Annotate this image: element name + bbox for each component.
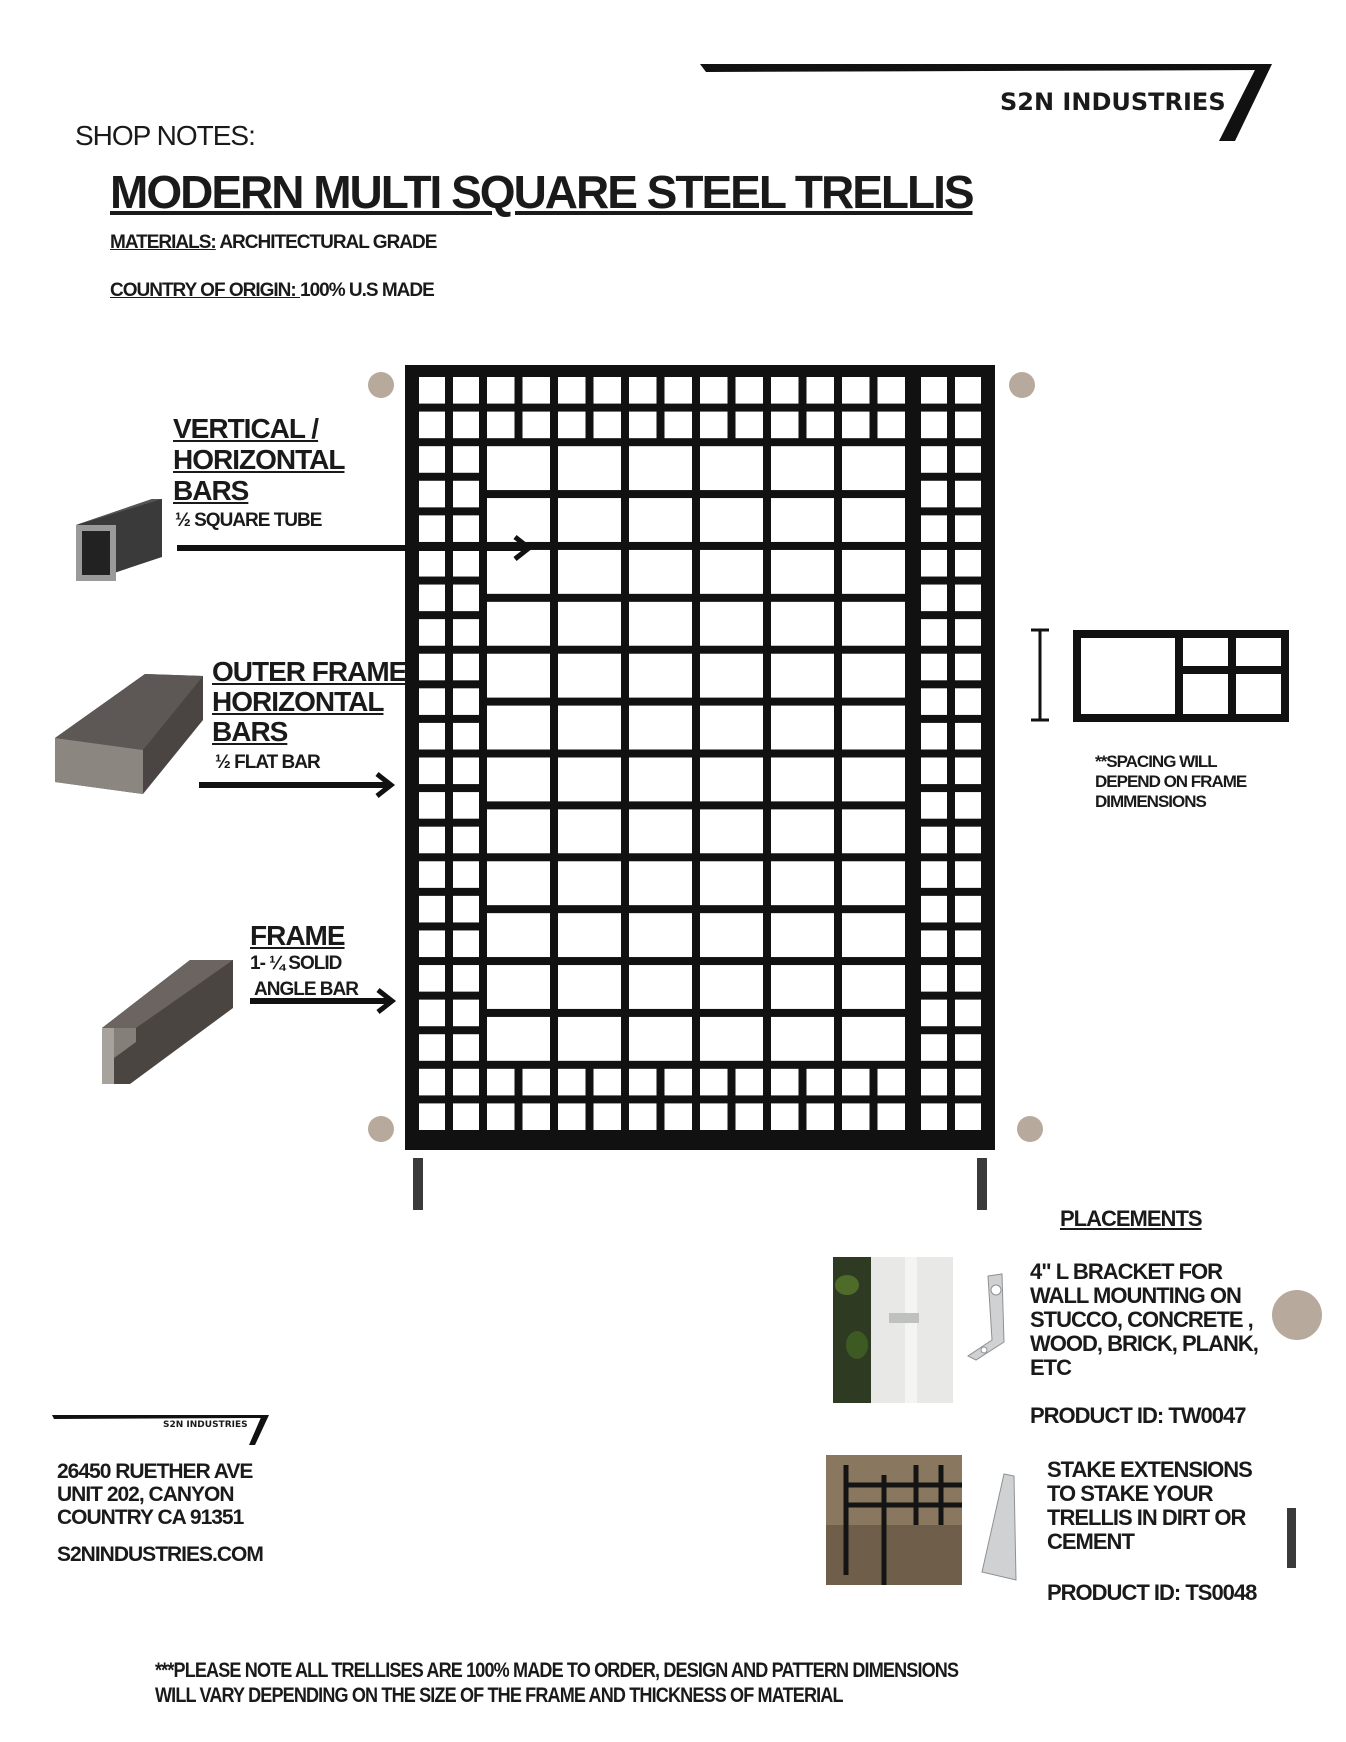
trellis-small-cell <box>878 1103 906 1130</box>
trellis-small-cell <box>487 412 515 439</box>
trellis-large-cell <box>842 758 905 802</box>
trellis-small-cell <box>523 412 551 439</box>
trellis-small-cell <box>453 585 479 612</box>
trellis-small-cell <box>523 1069 551 1096</box>
trellis-large-cell <box>842 446 905 490</box>
bracket-description: 4" L BRACKET FOR WALL MOUNTING ON STUCCO, CONCRETE , WOOD, BRICK, PLANK, ETC <box>1030 1259 1258 1380</box>
trellis-large-cell <box>629 913 692 957</box>
trellis-large-cell <box>771 861 834 905</box>
trellis-large-cell <box>842 809 905 853</box>
trellis-large-cell <box>771 706 834 750</box>
trellis-large-cell <box>487 758 550 802</box>
frame-title: FRAME <box>250 920 345 951</box>
trellis-small-cell <box>955 758 981 785</box>
trellis-large-cell <box>842 654 905 698</box>
trellis-large-cell <box>629 758 692 802</box>
trellis-large-cell <box>558 654 621 698</box>
trellis-drawing <box>320 340 1080 1220</box>
trellis-large-cell <box>487 809 550 853</box>
trellis-large-cell <box>558 602 621 646</box>
trellis-large-cell <box>842 861 905 905</box>
trellis-small-cell <box>629 377 657 404</box>
trellis-large-cell <box>771 913 834 957</box>
trellis-large-cell <box>487 965 550 1009</box>
stake-product-id: PRODUCT ID: TS0048 <box>1047 1580 1257 1605</box>
marker-bar <box>1287 1508 1296 1568</box>
trellis-small-cell <box>453 377 479 404</box>
materials-value: ARCHITECTURAL GRADE <box>215 232 437 253</box>
trellis-small-cell <box>665 1069 693 1096</box>
trellis-small-cell <box>665 377 693 404</box>
trellis-small-cell <box>453 654 479 681</box>
trellis-small-cell <box>453 481 479 508</box>
trellis-small-cell <box>921 1103 947 1130</box>
outer-frame-spec: ½ FLAT BAR <box>215 752 320 773</box>
trellis-small-cell <box>921 758 947 785</box>
trellis-small-cell <box>419 585 445 612</box>
trellis-small-cell <box>558 377 586 404</box>
stake-extension-icon <box>976 1472 1026 1582</box>
trellis-large-cell <box>487 1017 550 1061</box>
trellis-small-cell <box>453 1103 479 1130</box>
origin-label: COUNTRY OF ORIGIN: <box>110 280 300 301</box>
trellis-small-cell <box>419 654 445 681</box>
trellis-large-cell <box>629 446 692 490</box>
trellis-small-cell <box>921 481 947 508</box>
stake-description: STAKE EXTENSIONS TO STAKE YOUR TRELLIS IN DIRT OR CEMENT <box>1047 1457 1252 1554</box>
trellis-large-cell <box>629 965 692 1009</box>
trellis-small-cell <box>921 619 947 646</box>
trellis-small-cell <box>453 827 479 854</box>
trellis-small-cell <box>921 412 947 439</box>
trellis-large-cell <box>842 706 905 750</box>
trellis-small-cell <box>807 1103 835 1130</box>
trellis-large-cell <box>842 965 905 1009</box>
trellis-small-cell <box>771 1103 799 1130</box>
trellis-small-cell <box>419 758 445 785</box>
trellis-small-cell <box>955 965 981 992</box>
trellis-small-cell <box>736 1103 764 1130</box>
materials-label: MATERIALS: <box>110 232 216 253</box>
footer-logo-name: S2N INDUSTRIES <box>163 1420 248 1430</box>
trellis-small-cell <box>594 1103 622 1130</box>
trellis-large-cell <box>771 654 834 698</box>
trellis-large-cell <box>700 602 763 646</box>
page-title: MODERN MULTI SQUARE STEEL TRELLIS <box>110 166 973 218</box>
trellis-small-cell <box>629 412 657 439</box>
shop-notes-label: SHOP NOTES: <box>75 120 255 151</box>
trellis-small-cell <box>629 1069 657 1096</box>
trellis-small-cell <box>955 585 981 612</box>
trellis-small-cell <box>771 377 799 404</box>
trellis-small-cell <box>453 1034 479 1061</box>
trellis-large-cell <box>771 965 834 1009</box>
trellis-small-cell <box>807 412 835 439</box>
trellis-small-cell <box>921 446 947 473</box>
trellis-small-cell <box>453 861 479 888</box>
brand-name: S2N INDUSTRIES <box>1000 88 1226 116</box>
materials-line <box>110 232 436 254</box>
trellis-small-cell <box>419 688 445 715</box>
trellis-small-cell <box>419 1069 445 1096</box>
trellis-small-cell <box>419 1034 445 1061</box>
trellis-large-cell <box>558 809 621 853</box>
trellis-small-cell <box>419 792 445 819</box>
trellis-small-cell <box>955 1103 981 1130</box>
trellis-small-cell <box>419 446 445 473</box>
outer-frame-title: OUTER FRAME HORIZONTAL BARS <box>212 656 407 747</box>
trellis-small-cell <box>558 1103 586 1130</box>
trellis-large-cell <box>629 861 692 905</box>
trellis-small-cell <box>665 412 693 439</box>
trellis-small-cell <box>453 688 479 715</box>
trellis-small-cell <box>700 412 728 439</box>
trellis-small-cell <box>921 965 947 992</box>
wall-bracket-photo <box>833 1257 953 1403</box>
trellis-small-cell <box>878 1069 906 1096</box>
trellis-small-cell <box>955 654 981 681</box>
bracket-product-id: PRODUCT ID: TW0047 <box>1030 1403 1246 1428</box>
trellis-small-cell <box>921 723 947 750</box>
trellis-large-cell <box>700 498 763 542</box>
trellis-small-cell <box>955 723 981 750</box>
trellis-large-cell <box>771 809 834 853</box>
trellis-large-cell <box>700 913 763 957</box>
trellis-small-cell <box>419 861 445 888</box>
trellis-large-cell <box>487 913 550 957</box>
trellis-large-cell <box>487 706 550 750</box>
trellis-large-cell <box>771 550 834 594</box>
trellis-large-cell <box>629 498 692 542</box>
trellis-small-cell <box>700 377 728 404</box>
trellis-small-cell <box>453 758 479 785</box>
trellis-small-cell <box>955 896 981 923</box>
trellis-large-cell <box>629 654 692 698</box>
trellis-small-cell <box>955 792 981 819</box>
trellis-small-cell <box>629 1103 657 1130</box>
placements-heading: PLACEMENTS <box>1060 1206 1202 1231</box>
trellis-leg <box>977 1158 987 1210</box>
trellis-small-cell <box>736 412 764 439</box>
trellis-large-cell <box>700 654 763 698</box>
trellis-small-cell <box>453 412 479 439</box>
trellis-small-cell <box>842 1069 870 1096</box>
trellis-small-cell <box>921 1000 947 1027</box>
trellis-small-cell <box>842 377 870 404</box>
trellis-large-cell <box>700 809 763 853</box>
trellis-small-cell <box>700 1103 728 1130</box>
trellis-small-cell <box>453 896 479 923</box>
trellis-small-cell <box>700 1069 728 1096</box>
spacing-detail-diagram <box>1025 625 1295 725</box>
trellis-small-cell <box>921 688 947 715</box>
trellis-small-cell <box>487 377 515 404</box>
trellis-large-cell <box>629 602 692 646</box>
trellis-small-cell <box>419 481 445 508</box>
trellis-small-cell <box>955 446 981 473</box>
mounting-hole-dot <box>368 1116 394 1142</box>
trellis-small-cell <box>453 619 479 646</box>
trellis-small-cell <box>665 1103 693 1130</box>
trellis-small-cell <box>955 481 981 508</box>
arrow-vertical-bars <box>175 533 540 563</box>
trellis-large-cell <box>700 446 763 490</box>
trellis-small-cell <box>955 550 981 577</box>
vertical-bars-title: VERTICAL / HORIZONTAL BARS <box>173 413 345 506</box>
trellis-large-cell <box>842 550 905 594</box>
trellis-small-cell <box>453 1000 479 1027</box>
trellis-small-cell <box>523 377 551 404</box>
trellis-large-cell <box>700 965 763 1009</box>
trellis-small-cell <box>955 930 981 957</box>
trellis-small-cell <box>955 1034 981 1061</box>
mounting-hole-dot <box>1009 372 1035 398</box>
trellis-large-cell <box>771 758 834 802</box>
trellis-small-cell <box>955 619 981 646</box>
trellis-small-cell <box>453 446 479 473</box>
trellis-small-cell <box>878 377 906 404</box>
trellis-small-cell <box>955 515 981 542</box>
trellis-small-cell <box>955 688 981 715</box>
trellis-large-cell <box>842 602 905 646</box>
trellis-large-cell <box>700 550 763 594</box>
trellis-small-cell <box>842 1103 870 1130</box>
website-link[interactable]: S2NINDUSTRIES.COM <box>57 1543 263 1566</box>
trellis-large-cell <box>558 965 621 1009</box>
trellis-small-cell <box>771 1069 799 1096</box>
trellis-small-cell <box>921 827 947 854</box>
trellis-small-cell <box>419 965 445 992</box>
trellis-large-cell <box>842 498 905 542</box>
trellis-small-cell <box>771 412 799 439</box>
trellis-small-cell <box>453 792 479 819</box>
trellis-small-cell <box>594 1069 622 1096</box>
disclaimer: ***PLEASE NOTE ALL TRELLISES ARE 100% MADE TO ORDER, DESIGN AND PATTERN DIMENSIONS WILL VARY DEPENDING ON THE SIZE OF THE FRAME AND THICKNESS OF MATERIAL <box>155 1659 959 1707</box>
trellis-small-cell <box>921 1069 947 1096</box>
trellis-large-cell <box>700 861 763 905</box>
trellis-small-cell <box>807 1069 835 1096</box>
trellis-large-cell <box>771 602 834 646</box>
arrow-frame <box>248 986 398 1016</box>
trellis-small-cell <box>453 1069 479 1096</box>
trellis-small-cell <box>955 827 981 854</box>
trellis-small-cell <box>955 1000 981 1027</box>
trellis-large-cell <box>558 550 621 594</box>
trellis-large-cell <box>771 498 834 542</box>
trellis-small-cell <box>419 723 445 750</box>
trellis-small-cell <box>955 412 981 439</box>
accent-dot-placement <box>1272 1290 1322 1340</box>
trellis-large-cell <box>558 1017 621 1061</box>
trellis-small-cell <box>594 412 622 439</box>
trellis-large-cell <box>771 446 834 490</box>
trellis-small-cell <box>594 377 622 404</box>
trellis-large-cell <box>558 913 621 957</box>
trellis-small-cell <box>487 1069 515 1096</box>
trellis-small-cell <box>419 896 445 923</box>
trellis-large-cell <box>487 602 550 646</box>
trellis-small-cell <box>419 827 445 854</box>
trellis-small-cell <box>419 377 445 404</box>
trellis-large-cell <box>629 550 692 594</box>
trellis-leg <box>413 1158 423 1210</box>
spacing-note: **SPACING WILL DEPEND ON FRAME DIMMENSIONS <box>1095 752 1247 811</box>
trellis-small-cell <box>419 619 445 646</box>
origin-value: 100% U.S MADE <box>300 280 434 301</box>
trellis-small-cell <box>523 1103 551 1130</box>
trellis-large-cell <box>487 654 550 698</box>
trellis-small-cell <box>419 412 445 439</box>
trellis-small-cell <box>842 412 870 439</box>
stake-photo <box>826 1455 962 1585</box>
trellis-small-cell <box>921 654 947 681</box>
trellis-small-cell <box>419 1103 445 1130</box>
trellis-small-cell <box>921 1034 947 1061</box>
trellis-large-cell <box>700 758 763 802</box>
trellis-large-cell <box>700 706 763 750</box>
trellis-small-cell <box>955 861 981 888</box>
trellis-small-cell <box>921 550 947 577</box>
trellis-small-cell <box>955 1069 981 1096</box>
trellis-small-cell <box>807 377 835 404</box>
mounting-hole-dot <box>1017 1116 1043 1142</box>
trellis-large-cell <box>842 1017 905 1061</box>
trellis-small-cell <box>453 723 479 750</box>
address: 26450 RUETHER AVE UNIT 202, CANYON COUNTRY CA 91351 <box>57 1460 253 1529</box>
l-bracket-icon <box>962 1272 1012 1364</box>
vertical-bars-spec: ½ SQUARE TUBE <box>175 510 322 531</box>
trellis-large-cell <box>629 706 692 750</box>
flat-bar-photo <box>45 670 205 810</box>
trellis-large-cell <box>842 913 905 957</box>
trellis-small-cell <box>558 412 586 439</box>
trellis-small-cell <box>955 377 981 404</box>
square-tube-photo <box>70 495 170 585</box>
trellis-small-cell <box>419 1000 445 1027</box>
trellis-small-cell <box>921 896 947 923</box>
angle-bar-photo <box>100 958 235 1088</box>
trellis-large-cell <box>558 706 621 750</box>
trellis-large-cell <box>487 446 550 490</box>
trellis-small-cell <box>453 930 479 957</box>
trellis-small-cell <box>921 861 947 888</box>
frame-spec: 1- ¼ SOLID ANGLE BAR <box>250 953 358 1000</box>
trellis-large-cell <box>487 861 550 905</box>
trellis-large-cell <box>558 498 621 542</box>
trellis-small-cell <box>878 412 906 439</box>
trellis-small-cell <box>921 515 947 542</box>
trellis-small-cell <box>736 1069 764 1096</box>
trellis-small-cell <box>453 965 479 992</box>
trellis-large-cell <box>558 446 621 490</box>
trellis-small-cell <box>419 930 445 957</box>
mounting-hole-dot <box>368 372 394 398</box>
origin-line <box>110 280 434 302</box>
trellis-small-cell <box>921 792 947 819</box>
trellis-small-cell <box>921 585 947 612</box>
trellis-large-cell <box>700 1017 763 1061</box>
trellis-large-cell <box>629 1017 692 1061</box>
trellis-large-cell <box>558 758 621 802</box>
trellis-small-cell <box>487 1103 515 1130</box>
trellis-small-cell <box>736 377 764 404</box>
trellis-small-cell <box>558 1069 586 1096</box>
trellis-small-cell <box>921 377 947 404</box>
trellis-large-cell <box>771 1017 834 1061</box>
trellis-large-cell <box>629 809 692 853</box>
arrow-outer-frame <box>197 770 397 800</box>
trellis-large-cell <box>558 861 621 905</box>
trellis-small-cell <box>921 930 947 957</box>
